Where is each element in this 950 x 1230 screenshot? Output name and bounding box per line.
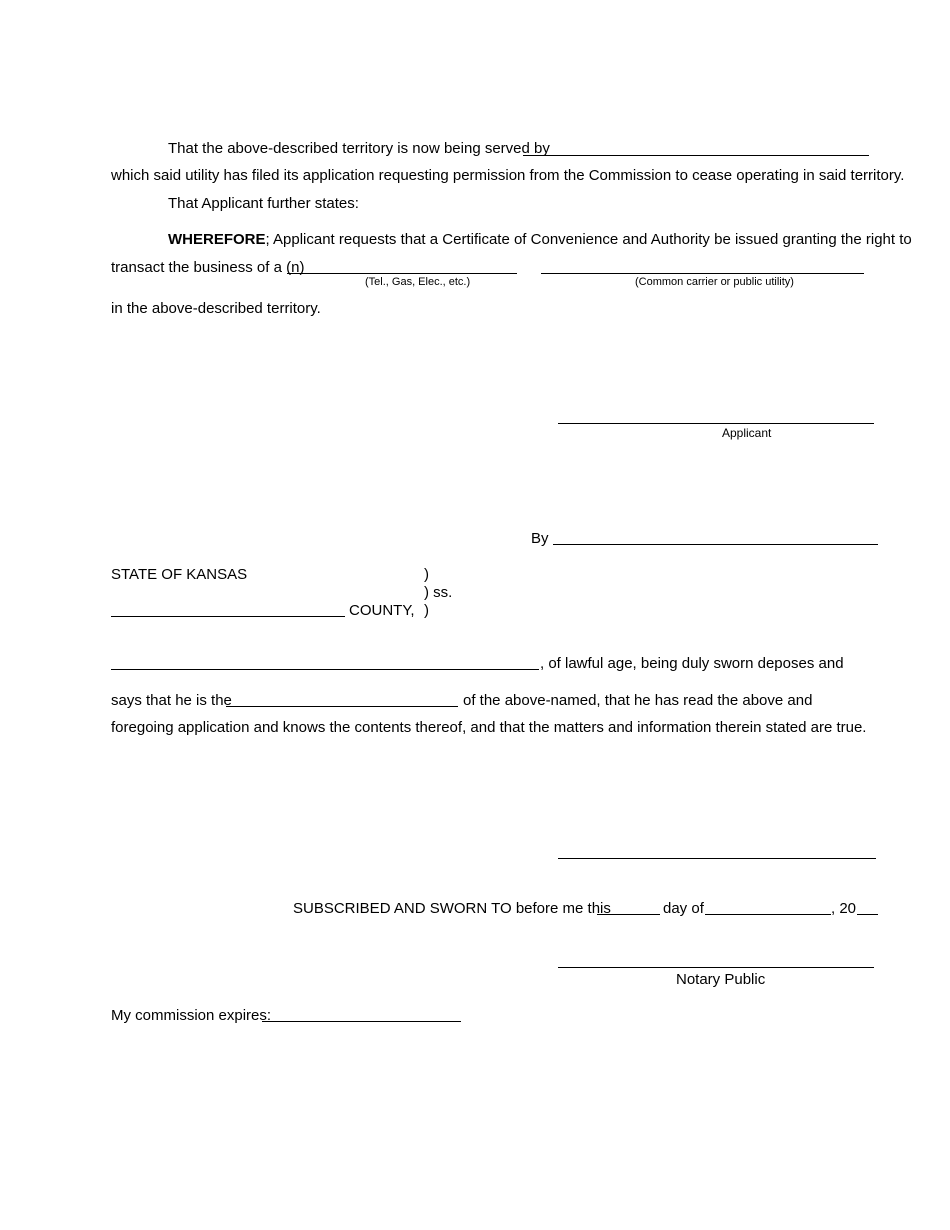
wherefore-bold: WHEREFORE bbox=[168, 231, 266, 248]
state-label: STATE OF KANSAS bbox=[111, 566, 248, 583]
territory-text: in the above-described territory. bbox=[111, 300, 321, 317]
by-signature-line[interactable] bbox=[553, 544, 878, 545]
month-blank[interactable] bbox=[705, 914, 831, 915]
venue-ss: ) ss. bbox=[424, 584, 453, 601]
subscribed-sworn-text: SUBSCRIBED AND SWORN TO before me this bbox=[293, 900, 611, 917]
served-by-blank[interactable] bbox=[523, 155, 869, 156]
applicant-caption: Applicant bbox=[722, 426, 772, 440]
transact-business-text: transact the business of a (n) bbox=[111, 259, 305, 276]
venue-paren-1: ) bbox=[424, 566, 429, 583]
year-blank[interactable] bbox=[857, 914, 878, 915]
day-blank[interactable] bbox=[597, 914, 660, 915]
applicant-signature-line[interactable] bbox=[558, 423, 874, 424]
by-label: By bbox=[531, 530, 549, 547]
above-named-text: of the above-named, that he has read the above and bbox=[463, 692, 813, 709]
further-states-text: That Applicant further states: bbox=[168, 195, 359, 212]
notary-caption: Notary Public bbox=[676, 971, 766, 988]
venue-paren-3: ) bbox=[424, 602, 429, 619]
year-prefix-text: , 20 bbox=[831, 900, 857, 917]
county-label: COUNTY, bbox=[349, 602, 415, 619]
carrier-type-blank[interactable] bbox=[541, 273, 864, 274]
served-by-text: That the above-described territory is now being served by bbox=[168, 140, 550, 157]
day-of-text: day of bbox=[663, 900, 704, 917]
notary-signature-line[interactable] bbox=[558, 967, 874, 968]
business-type-caption: (Tel., Gas, Elec., etc.) bbox=[365, 276, 471, 288]
commission-expires-label: My commission expires: bbox=[111, 1007, 272, 1024]
carrier-type-caption: (Common carrier or public utility) bbox=[635, 276, 794, 288]
says-that-text: says that he is the bbox=[111, 692, 232, 709]
county-blank[interactable] bbox=[111, 616, 345, 617]
foregoing-text: foregoing application and knows the contents thereof, and that the matters and information therein stated are true. bbox=[111, 719, 867, 736]
affiant-name-blank[interactable] bbox=[111, 669, 539, 670]
cease-operating-text: which said utility has filed its application requesting permission from the Commission to cease operating in said territory. bbox=[111, 167, 905, 184]
wherefore-rest: ; Applicant requests that a Certificate of Convenience and Authority be issued granting the right to bbox=[265, 231, 912, 248]
commission-expires-blank[interactable] bbox=[262, 1021, 461, 1022]
affiant-title-blank[interactable] bbox=[226, 706, 458, 707]
lawful-age-text: , of lawful age, being duly sworn deposes and bbox=[540, 655, 844, 672]
affiant-signature-line[interactable] bbox=[558, 858, 876, 859]
business-type-blank[interactable] bbox=[287, 273, 517, 274]
wherefore-text bbox=[168, 231, 912, 248]
